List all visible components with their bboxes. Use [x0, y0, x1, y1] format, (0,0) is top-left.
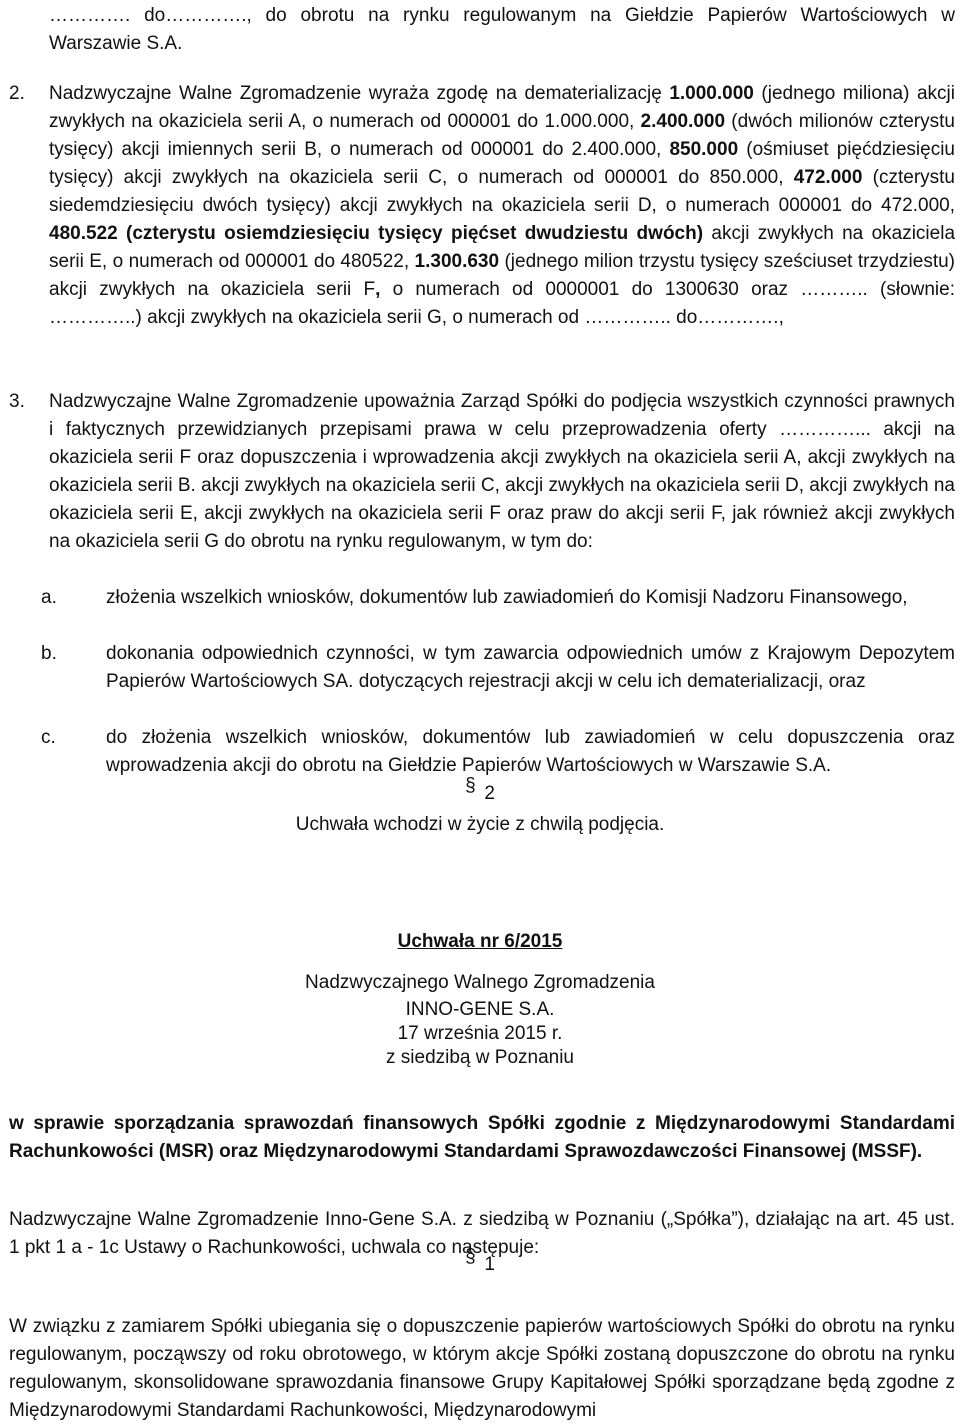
- text-run: akcji zwykłych na okaziciela serii E, o numerach od 000001 do 480522,: [49, 223, 956, 272]
- subitem-text: do złożenia wszelkich wniosków, dokumentów lub zawiadomień w celu dopuszczenia oraz wprowadzenia akcji do obrotu na Giełdzie Papierów Wartościowych w Warszawie S.A.: [106, 727, 955, 776]
- resolution-subject: w sprawie sporządzania sprawozdań finansowych Spółki zgodnie z Międzynarodowymi Standardami Rachunkowości (MSR) oraz Międzynarodowymi Standardami Sprawozdawczości Finansowej (MSSF).: [9, 1113, 955, 1162]
- item-3: [9, 388, 955, 556]
- text-run: Nadzwyczajne Walne Zgromadzenie wyraża zgodę na dematerializację: [49, 83, 670, 104]
- item-2: [9, 80, 956, 332]
- subitem-a: [41, 584, 955, 612]
- bold-run: 2.400.000: [640, 111, 726, 132]
- resolution-intro: Nadzwyczajne Walne Zgromadzenie Inno-Gene S.A. z siedzibą w Poznaniu („Spółka”), działając na art. 45 ust. 1 pkt 1 a - 1c Ustawy o Rachunkowości, uchwala co następuje:: [9, 1209, 955, 1258]
- section-1-text: W związku z zamiarem Spółki ubiegania się o dopuszczenie papierów wartościowych Spółki do obrotu na rynku regulowanym, począwszy od roku obrotowego, w którym akcje Spółki zostaną dopuszczone do obrotu na rynku regulowanym, skonsolidowane sprawozdania finansowe Grupy Kapitałowej Spółki sporządzane będą zgodne z Międzynarodowymi Standardami Rachunkowości, Międzynarodowymi: [9, 1316, 955, 1421]
- item-number: 3.: [9, 391, 25, 412]
- subitem-c: [41, 724, 955, 780]
- resolution-company: INNO-GENE S.A.: [405, 999, 555, 1020]
- resolution-date: 17 września 2015 r.: [397, 1023, 563, 1044]
- text-run: (jednego milion trzystu tysięcy sześciuset trzydziestu) akcji zwykłych na okaziciela serii F: [49, 251, 955, 300]
- subitem-letter: c.: [41, 727, 56, 748]
- item-3-text: Nadzwyczajne Walne Zgromadzenie upoważnia Zarząd Spółki do podjęcia wszystkich czynności prawnych i faktycznych przewidzianych przepisami prawa w celu przeprowadzenia oferty …………... akcji na okaziciela serii F oraz dopuszczenia i wprowadzenia akcji zwykłych na okaziciela serii A, akcji zwykłych na okaziciela serii B. akcji zwykłych na okaziciela serii C, akcji zwykłych na okaziciela serii D, akcji zwykłych na okaziciela serii E, akcji zwykłych na okaziciela serii F oraz praw do akcji serii F, jak również akcji zwykłych na okaziciela serii G do obrotu na rynku regulowanym, w tym do:: [49, 391, 955, 552]
- section-2-text: Uchwała wchodzi w życie z chwilą podjęcia.: [295, 814, 665, 835]
- item-2-text: [49, 80, 955, 332]
- text-run: (ośmiuset pięćdziesięciu tysięcy) akcji zwykłych na okaziciela serii C, o numerach od 000001 do 850.000,: [49, 139, 955, 188]
- section-number: 2: [484, 783, 495, 804]
- item-number: 2.: [9, 83, 25, 104]
- section-2-heading: [0, 775, 960, 808]
- text-run: (czterystu siedemdziesięciu dwóch tysięcy) akcji zwykłych na okaziciela serii D, o numerach 000001 do 472.000,: [49, 167, 955, 216]
- bold-run: 472.000: [793, 167, 863, 188]
- section-number: 1: [484, 1254, 495, 1275]
- bold-run: 850.000: [669, 139, 739, 160]
- bold-run: 1.300.630: [414, 251, 500, 272]
- top-market-text: do obrotu na rynku regulowanym na Giełdzie Papierów Wartościowych w Warszawie S.A.: [49, 5, 956, 54]
- section-1-heading: [0, 1246, 960, 1279]
- bold-run: 480.522 (czterystu osiemdziesięciu tysięcy pięćset dwudziestu dwóch): [49, 223, 704, 244]
- top-dotted-range: …………. do………….,: [49, 5, 252, 26]
- bold-run: 1.000.000: [669, 83, 754, 104]
- top-continuation: [49, 2, 955, 58]
- subitem-text: złożenia wszelkich wniosków, dokumentów lub zawiadomień do Komisji Nadzoru Finansowego,: [106, 587, 908, 608]
- subitem-letter: a.: [41, 587, 57, 608]
- text-run: (dwóch milionów czterystu tysięcy) akcji imiennych serii B, o numerach od 000001 do 2.400.000,: [49, 111, 955, 160]
- text-run: o numerach od 0000001 do 1300630 oraz ……….. (słownie: …………..) akcji zwykłych na okaziciela serii G, o numerach od ………….. do………….,: [49, 279, 955, 328]
- subitem-letter: b.: [41, 643, 57, 664]
- bold-run: ,: [375, 279, 381, 300]
- section-sign-icon: [465, 775, 479, 799]
- resolution-seat: z siedzibą w Poznaniu: [386, 1047, 574, 1068]
- resolution-title: Uchwała nr 6/2015: [397, 931, 563, 952]
- subitem-text: dokonania odpowiednich czynności, w tym zawarcia odpowiednich umów z Krajowym Depozytem Papierów Wartościowych SA. dotyczących rejestracji akcji w celu ich dematerializacji, oraz: [106, 643, 955, 692]
- subitem-b: [41, 640, 955, 696]
- section-sign-icon: [465, 1246, 479, 1270]
- resolution-body: Nadzwyczajnego Walnego Zgromadzenia: [305, 972, 655, 993]
- text-run: (jednego miliona) akcji zwykłych na okaziciela serii A, o numerach od 000001 do 1.000.000,: [49, 83, 955, 132]
